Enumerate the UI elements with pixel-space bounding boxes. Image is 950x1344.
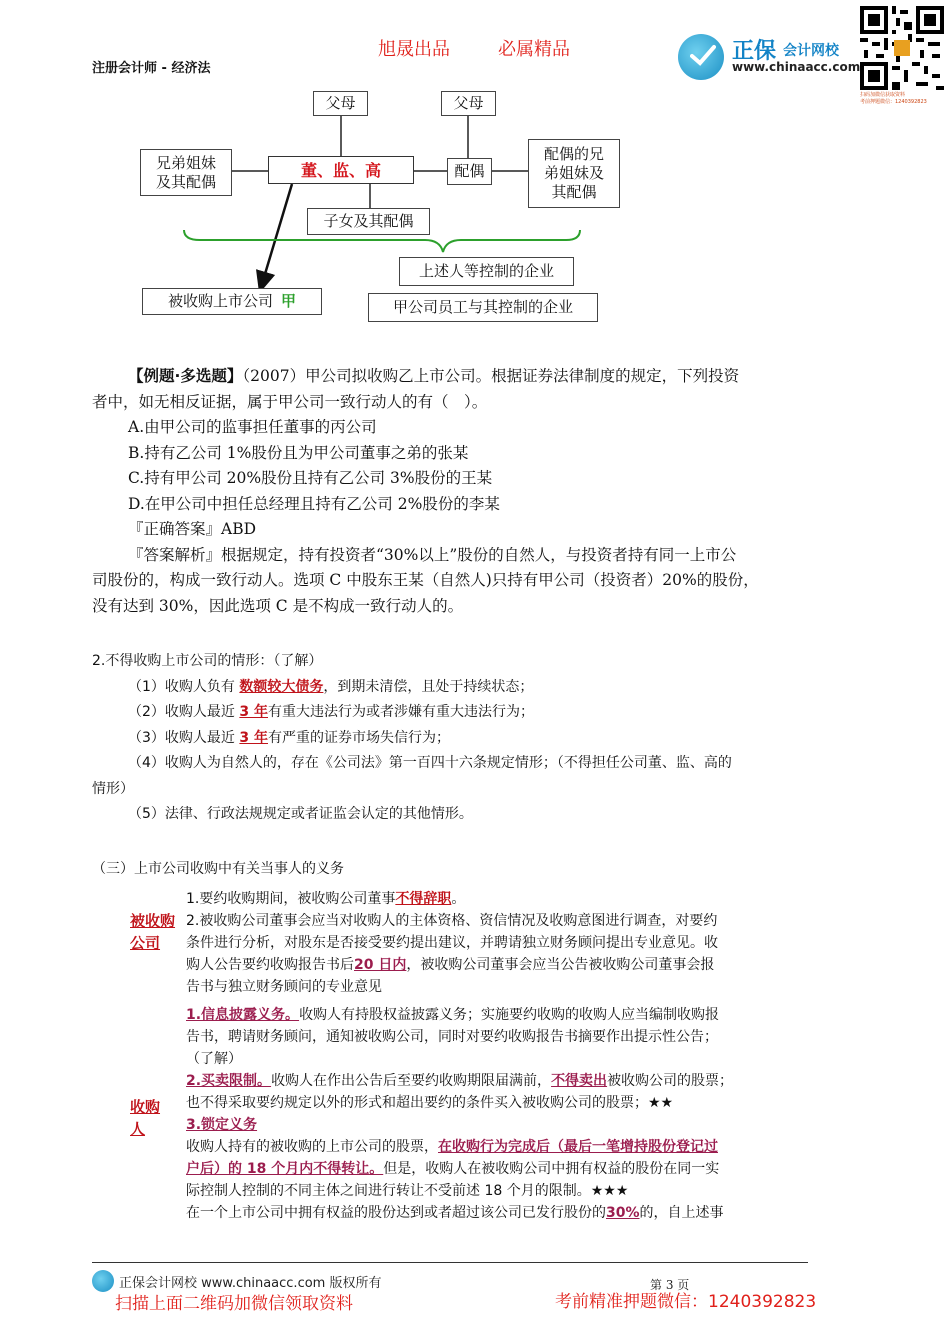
box-employees: 甲公司员工与其控制的企业 [368,293,598,322]
option-a: A.由甲公司的监事担任董事的丙公司 [128,418,377,436]
acquirer-duties [186,1004,836,1224]
section-2-item-4: （4）收购人为自然人的，存在《公司法》第一百四十六条规定情形；（不得担任公司董、监、高的 [128,755,732,771]
box-target-company [142,288,322,315]
target-duty-2-line-1: 2.被收购公司董事会应当对收购人的主体资格、资信情况及收购意图进行调查，对要约 [186,913,718,929]
target-duty-1: 1.要约收购期间，被收购公司董事不得辞职。 [186,891,466,907]
target-duty-2-line-3: 购人公告要约收购报告书后20 日内，被收购公司董事会应当公告被收购公司董事会报 [186,957,715,973]
box-center-directors: 董、监、高 [268,156,414,184]
target-label: 被收购上市公司 [167,292,273,310]
footer-page-number: 第 3 页 [650,1278,690,1292]
analysis-line-3: 没有达到 30%，因此选项 C 是不构成一致行动人的。 [92,596,464,615]
acquirer-duty-1-line-3: （了解） [186,1051,242,1067]
role-acquirer: 收购 人 [130,1098,161,1138]
section-2-item-1: （1）收购人负有 数额较大债务，到期未清偿，且处于持续状态； [128,678,534,695]
analysis-line-1: 『答案解析』根据规定，持有投资者“30%以上”股份的自然人，与投资者持有同一上市公 [128,545,737,564]
footer-copyright: 正保会计网校 www.chinaacc.com 版权所有 [119,1276,382,1291]
section-2-title: 2.不得收购上市公司的情形：（了解） [92,653,323,669]
section-2-item-4-cont: 情形） [92,780,134,797]
target-company-duties [186,888,826,998]
box-parents-left: 父母 [313,91,368,116]
role-target-company: 被收购 公司 [130,912,176,952]
logo-url: www.chinaacc.com [732,60,861,74]
acquirer-duty-2: 2.买卖限制。收购人在作出公告后至要约收购期限届满前，不得卖出被收购公司的股票； [186,1073,734,1089]
footer-scan-note: 扫描上面二维码加微信领取资料 [115,1294,353,1314]
acquirer-duty-2-line-2: 也不得采取要约规定以外的形式和超出要约的条件买入被收购公司的股票；★★ [186,1095,674,1111]
arrow-to-target [262,184,292,284]
acquirer-duty-3-line-1: 收购人持有的被收购的上市公司的股票，在收购行为完成后（最后一笔增持股份登记过 [186,1139,718,1155]
option-d: D.在甲公司中担任总经理且持有乙公司 2%股份的李某 [128,494,500,513]
footer-wechat: 考前精准押题微信：1240392823 [555,1292,817,1312]
target-duty-2-line-4: 告书与独立财务顾问的专业意见 [186,979,382,995]
example-question [92,364,872,619]
section-2-item-5: （5）法律、行政法规规定或者证监会认定的其他情形。 [128,806,473,822]
box-siblings: 兄弟姐妹及其配偶 [140,149,232,196]
acquirer-duty-3: 3.锁定义务 [186,1117,258,1133]
section-2 [92,649,872,828]
section-2-item-3: （3）收购人最近 3 年有严重的证券市场失信行为； [128,729,450,746]
box-parents-right: 父母 [441,91,496,116]
box-children: 子女及其配偶 [307,208,430,235]
box-controlled-enterprises: 上述人等控制的企业 [399,257,574,286]
target-duty-2-line-2: 条件进行分析，对股东是否接受要约提出建议，并聘请独立财务顾问提出专业意见。收 [186,935,718,951]
qr-note: 扫码加微信获取资料 考前押题微信：1240392823 [860,92,927,105]
document-title: 注册会计师 - 经济法 [92,61,211,76]
option-c: C.持有甲公司 20%股份且持有乙公司 3%股份的王某 [128,469,493,487]
footer-logo-icon [92,1270,114,1292]
acquirer-duty-1-line-2: 告书，聘请财务顾问，通知被收购公司，同时对要约收购报告书摘要作出提示性公告； [186,1029,718,1045]
section-2-item-2: （2）收购人最近 3 年有重大违法行为或者涉嫌有重大违法行为； [128,704,534,720]
acquirer-duty-1: 1.信息披露义务。收购人有持股权益披露义务；实施要约收购的收购人应当编制收购报 [186,1007,720,1023]
slogan-2: 必属精品 [498,39,570,60]
acquirer-duty-3-line-3: 际控制人控制的不同主体之间进行转让不受前述 18 个月的限制。★★★ [186,1183,629,1199]
option-b: B.持有乙公司 1%股份且为甲公司董事之弟的张某 [128,443,469,462]
analysis-line-2: 司股份的，构成一致行动人。选项 C 中股东王某（自然人)只持有甲公司（投资者）20%的股份， [92,571,759,589]
box-spouse: 配偶 [447,158,492,185]
box-spouse-siblings: 配偶的兄弟姐妹及其配偶 [528,139,620,208]
target-mark: 甲 [281,292,297,310]
acquirer-duty-3-line-2: 户后）的 18 个月内不得转让。但是，收购人在被收购公司中拥有权益的股份在同一实 [186,1161,720,1177]
question-line-1: 【例题·多选题】（2007）甲公司拟收购乙上市公司。根据证券法律制度的规定，下列投资 [128,367,740,385]
footer-wechat-number[interactable]: 1240392823 [708,1292,817,1312]
answer: 『正确答案』ABD [128,520,257,538]
logo-name: 正保 [732,39,777,64]
slogan-1: 旭晟出品 [378,39,450,60]
section-3-title: （三）上市公司收购中有关当事人的义务 [92,861,344,877]
logo-subtitle: 会计网校 [783,43,839,59]
acquirer-duty-3-line-4: 在一个上市公司中拥有权益的股份达到或者超过该公司已发行股份的30%的，自上述事 [186,1205,724,1221]
question-line-2: 者中，如无相反证据，属于甲公司一致行动人的有（ ）。 [92,392,488,411]
footer-divider [92,1262,808,1263]
question-tag: 【例题·多选题】 [128,367,243,385]
